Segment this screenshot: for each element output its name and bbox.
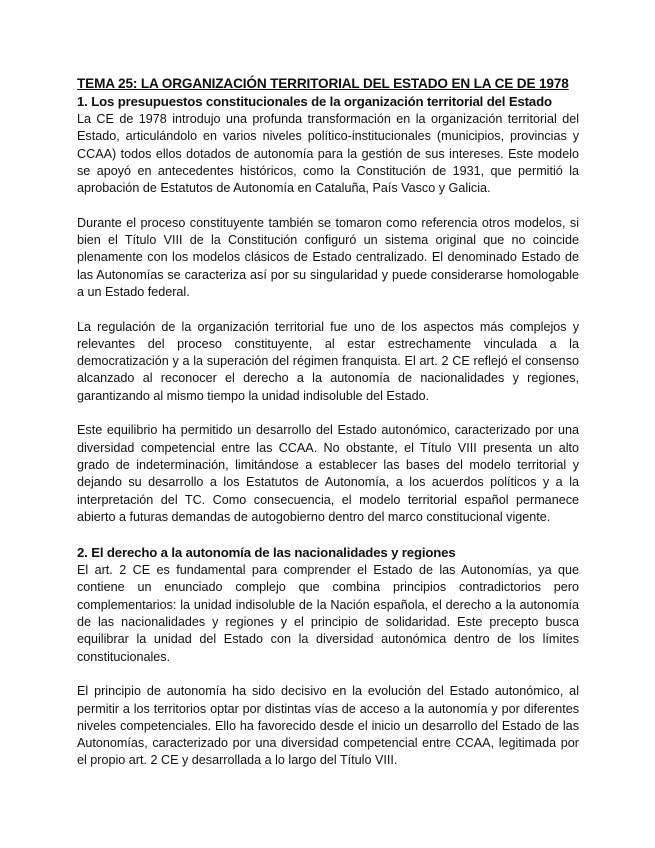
paragraph: La regulación de la organización territorial fue uno de los aspectos más complejos y relevantes del proceso constituyente, al estar estrechamente vinculada a la democratización y a la superación del régimen franquista. El art. 2 CE reflejó el consenso alcanzado al reconocer el derecho a la autonomía de nacionalidades y regiones, garantizando al mismo tiempo la unidad indisoluble del Estado. xyxy=(77,319,579,403)
section-heading: 2. El derecho a la autonomía de las nacionalidades y regiones xyxy=(77,545,456,561)
section-heading: 1. Los presupuestos constitucionales de la organización territorial del Estado xyxy=(77,94,552,109)
document-title: TEMA 25: LA ORGANIZACIÓN TERRITORIAL DEL ESTADO EN LA CE DE 1978 xyxy=(77,76,569,91)
paragraph: Este equilibrio ha permitido un desarrollo del Estado autonómico, caracterizado por una diversidad competencial entre las CCAA. No obstante, el Título VIII presenta un alto grado de indeterminación, limitándose a establecer las bases del modelo territorial y dejando su desarrollo a los Estatutos de Autonomía, a los acuerdos políticos y a la interpretación del TC. Como consecuencia, el modelo territorial español permanece abierto a futuras demandas de autogobierno dentro del marco constitucional vigente. xyxy=(77,423,579,524)
paragraph: La CE de 1978 introdujo una profunda transformación en la organización territorial del Estado, articulándolo en varios niveles político-institucionales (municipios, provincias y CCAA) todos ellos dotados de autonomía para la gestión de sus intereses. Este modelo se apoyó en antecedentes históricos, como la Constitución de 1931, que permitió la aprobación de Estatutos de Autonomía en Cataluña, País Vasco y Galicia. xyxy=(77,112,579,196)
document-page xyxy=(77,75,579,770)
section-2 xyxy=(77,544,579,770)
paragraph: Durante el proceso constituyente también se tomaron como referencia otros modelos, si bien el Título VIII de la Constitución configuró un sistema original que no coincide plenamente con los modelos clásicos de Estado centralizado. El denominado Estado de las Autonomías se caracteriza así por su singularidad y puede considerarse homologable a un Estado federal. xyxy=(77,215,579,299)
section-1 xyxy=(77,93,579,526)
paragraph: El art. 2 CE es fundamental para comprender el Estado de las Autonomías, ya que contiene un enunciado complejo que combina principios contradictorios pero complementarios: la unidad indisoluble de la Nación española, el derecho a la autonomía de las nacionalidades y regiones y el principio de solidaridad. Este precepto busca equilibrar la unidad del Estado con la diversidad autonómica dentro de los límites constitucionales. xyxy=(77,563,579,664)
paragraph: El principio de autonomía ha sido decisivo en la evolución del Estado autonómico, al permitir a los territorios optar por distintas vías de acceso a la autonomía y por diferentes niveles competenciales. Ello ha favorecido desde el inicio un desarrollo del Estado de las Autonomías, caracterizado por una diversidad competencial entre CCAA, legitimada por el propio art. 2 CE y desarrollada a lo largo del Título VIII. xyxy=(77,684,579,768)
